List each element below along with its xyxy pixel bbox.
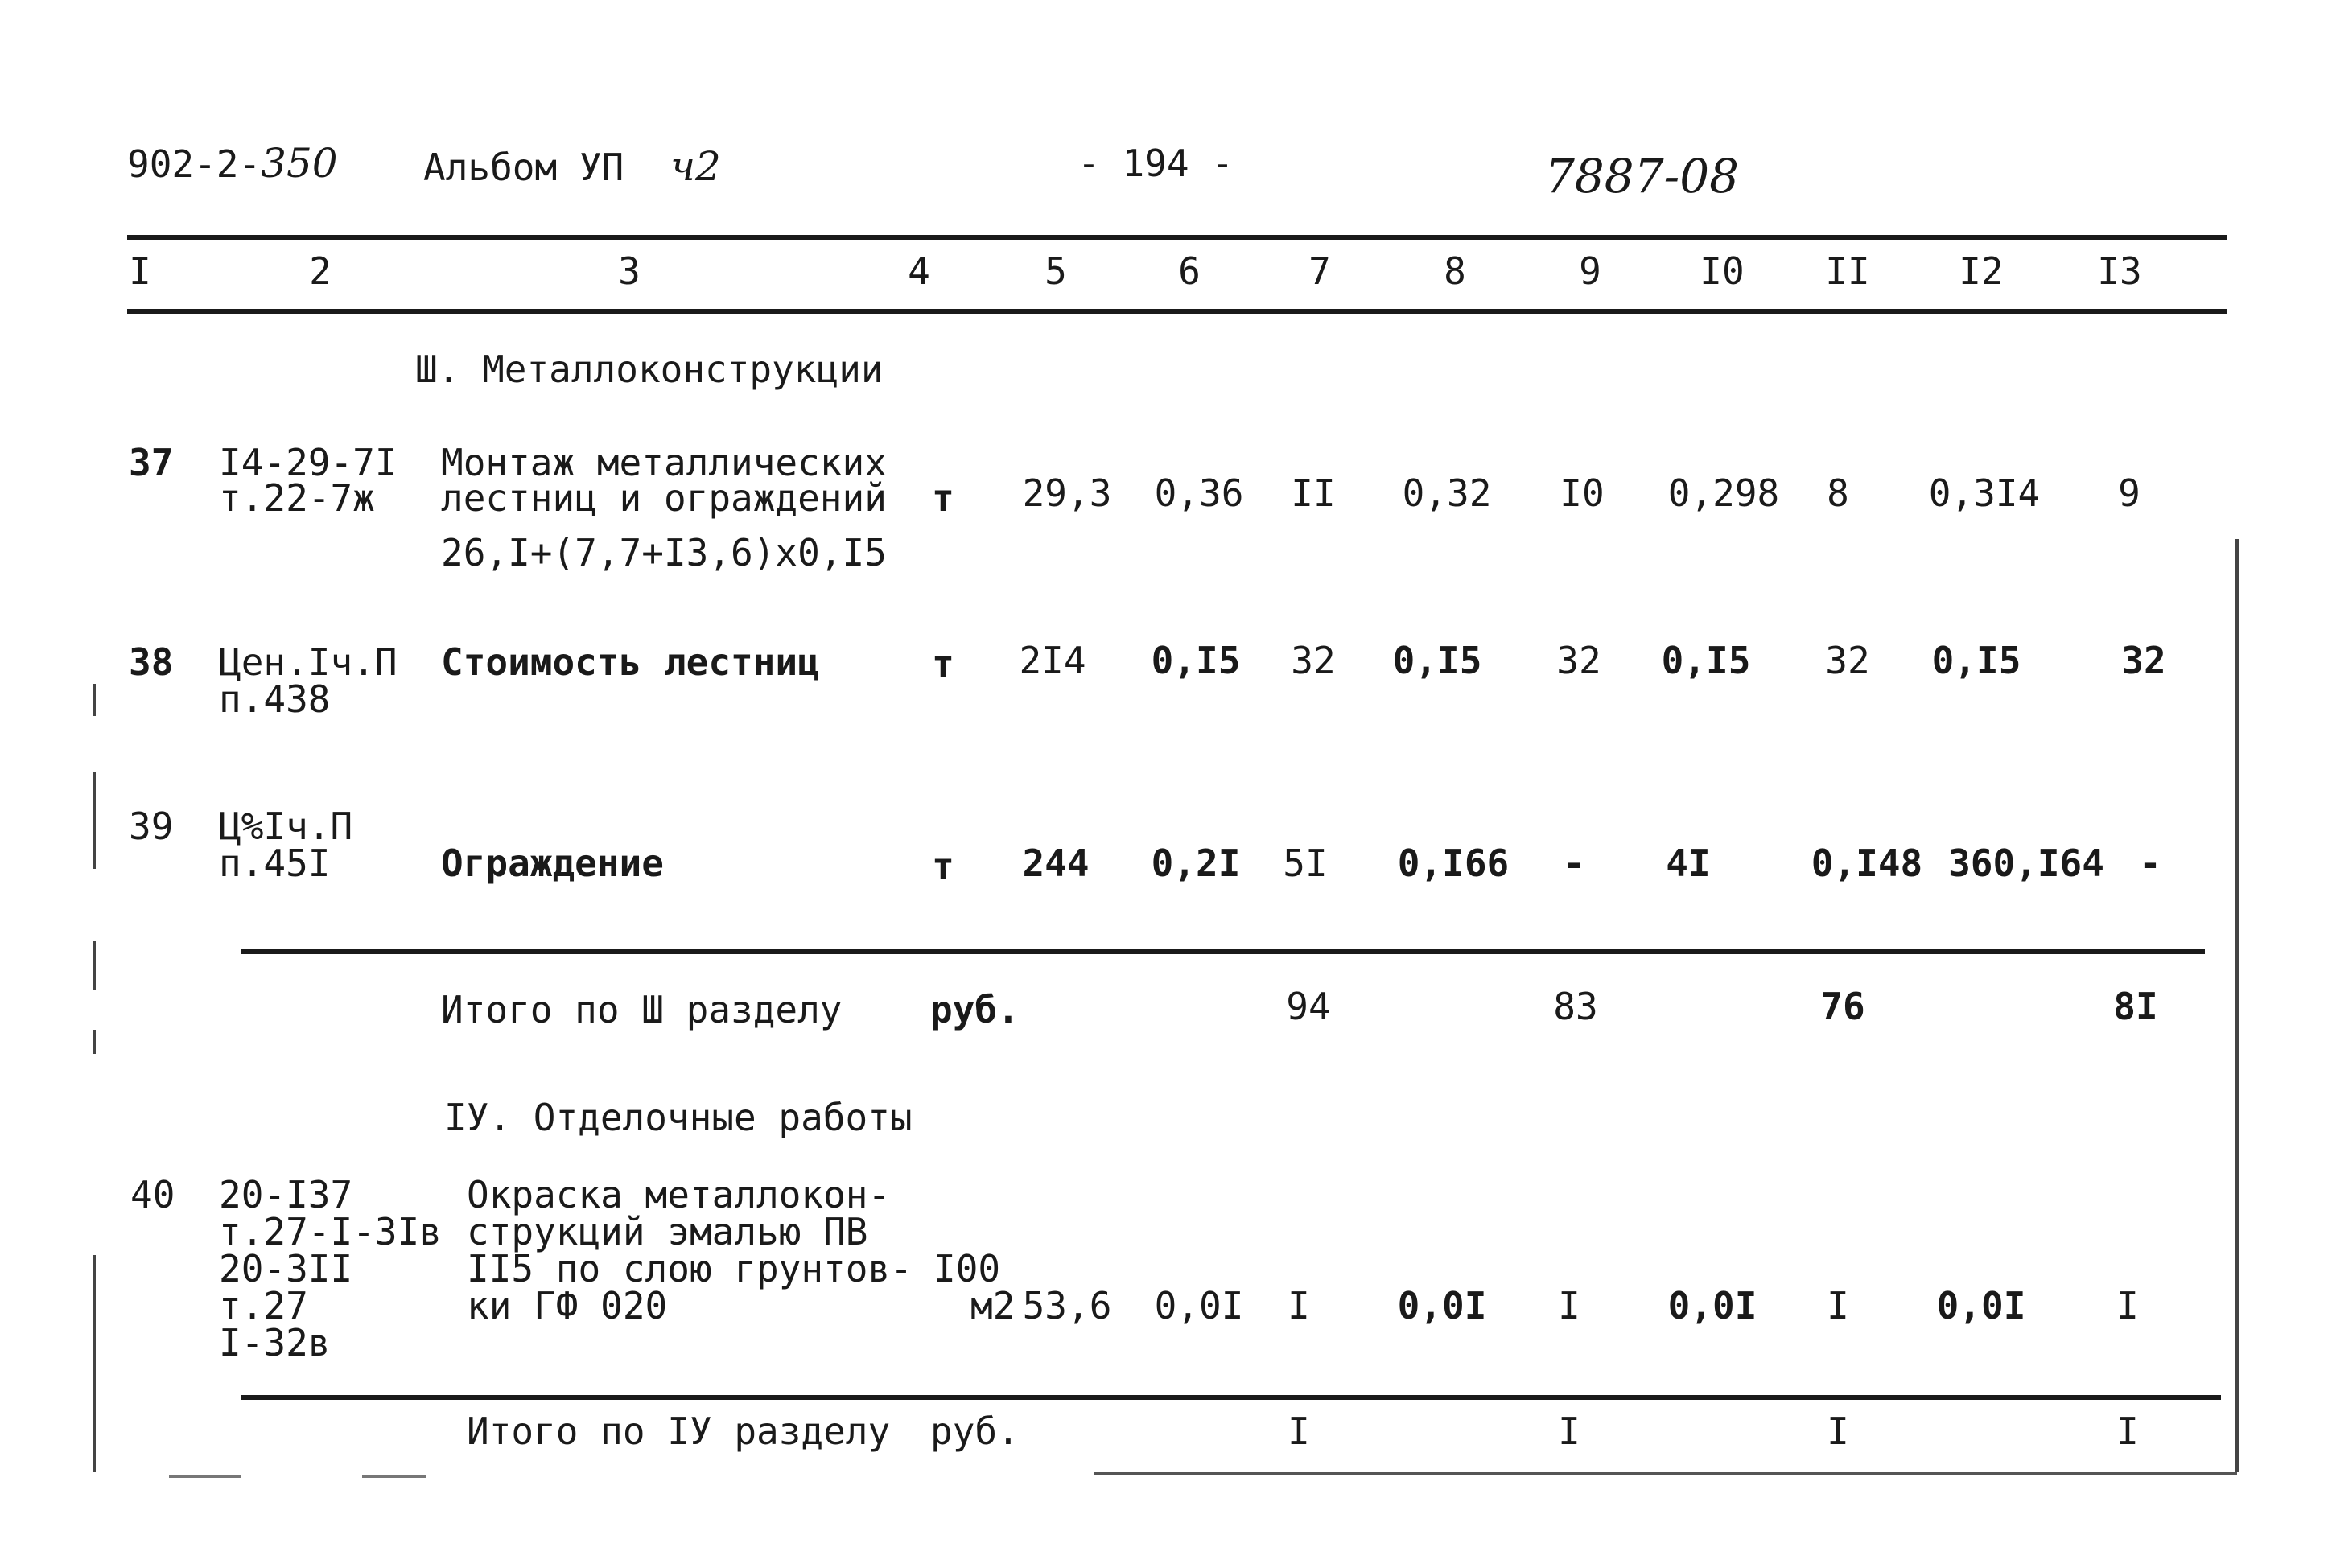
row-number: 37 xyxy=(129,441,174,484)
left-margin-mark xyxy=(93,1030,96,1054)
cell-col-5: 29,3 xyxy=(1022,471,1112,515)
left-margin-mark xyxy=(93,941,96,990)
row-number: 40 xyxy=(130,1173,175,1216)
col-header-3: 3 xyxy=(618,249,641,293)
total-col-9: I xyxy=(1558,1410,1580,1453)
row-code-line: п.45I xyxy=(219,842,331,885)
header-bottom-rule xyxy=(127,309,2227,314)
row-code-line: п.438 xyxy=(219,677,331,721)
total-unit: руб. xyxy=(930,1410,1020,1453)
col-header-6: 6 xyxy=(1178,249,1201,293)
left-margin-mark xyxy=(93,1255,96,1472)
total-label: Итого по IУ разделу xyxy=(467,1410,891,1453)
row-unit: т xyxy=(932,476,954,520)
cell-col-11: 32 xyxy=(1825,639,1870,682)
cell-col-6: 0,I5 xyxy=(1151,639,1241,682)
right-frame-line xyxy=(2235,539,2239,1472)
cell-col-12: 0,0I xyxy=(1936,1284,2026,1327)
cell-col-12: 360,I64 xyxy=(1948,842,2104,885)
total-col-7: I xyxy=(1288,1410,1310,1453)
col-header-5: 5 xyxy=(1045,249,1067,293)
row-description-line: Ограждение xyxy=(441,842,664,885)
cell-col-13: 9 xyxy=(2118,471,2141,515)
cell-col-10: 4I xyxy=(1666,842,1711,885)
cell-col-13: 32 xyxy=(2121,639,2166,682)
row-description-line: II5 по слою грунтов- xyxy=(467,1247,913,1290)
row-description-line: Стоимость лестниц xyxy=(441,640,820,684)
section-3-title: Ш. Металлоконструкции xyxy=(415,348,884,391)
cell-col-8: 0,0I xyxy=(1397,1284,1487,1327)
bottom-frame-line xyxy=(1094,1472,2237,1475)
album-handwritten: ч2 xyxy=(670,143,721,190)
page-number: - 194 - xyxy=(1077,142,1234,185)
cell-col-5: 53,6 xyxy=(1022,1284,1112,1327)
cell-col-9: 32 xyxy=(1556,639,1601,682)
row-code-line: Цен.Iч.П xyxy=(219,640,398,684)
col-header-13: I3 xyxy=(2097,249,2142,293)
row-description-line: ки ГФ 020 xyxy=(467,1284,668,1327)
total-col-11: 76 xyxy=(1820,985,1865,1028)
row-code-line: I-32в xyxy=(219,1321,331,1364)
cell-col-8: 0,I66 xyxy=(1397,842,1510,885)
cell-col-6: 0,36 xyxy=(1154,471,1244,515)
row-unit-line: I00 xyxy=(933,1247,1001,1290)
row-unit: т xyxy=(932,845,954,888)
album-print: Альбом УП xyxy=(423,146,624,189)
row-unit-line: м2 xyxy=(970,1284,1016,1327)
section-4-total-rule xyxy=(241,1395,2221,1400)
row-code-line: I4-29-7I xyxy=(219,441,398,484)
col-header-4: 4 xyxy=(908,249,930,293)
col-header-2: 2 xyxy=(309,249,332,293)
cell-col-8: 0,32 xyxy=(1402,471,1492,515)
col-header-7: 7 xyxy=(1308,249,1331,293)
cell-col-7: I xyxy=(1288,1284,1310,1327)
row-code-line: Ц%Iч.П xyxy=(219,805,353,848)
col-header-8: 8 xyxy=(1444,249,1466,293)
total-unit: руб. xyxy=(930,988,1020,1031)
cell-col-7: 32 xyxy=(1291,639,1336,682)
row-number: 39 xyxy=(129,805,174,848)
cell-col-10: 0,298 xyxy=(1667,471,1780,515)
doc-number-handwritten: 7887-08 xyxy=(1545,149,1740,204)
cell-col-9: I0 xyxy=(1560,471,1605,515)
header-top-rule xyxy=(127,235,2227,240)
row-description-line: Монтаж металлических xyxy=(441,441,887,484)
total-col-13: 8I xyxy=(2113,985,2158,1028)
doc-code xyxy=(127,140,338,187)
row-code-line: т.27 xyxy=(219,1284,308,1327)
row-code-line: т.27-I-3Iв xyxy=(219,1210,442,1253)
cell-col-5: 244 xyxy=(1022,842,1090,885)
section-3-total-rule xyxy=(241,949,2205,954)
total-col-13: I xyxy=(2116,1410,2139,1453)
cell-col-8: 0,I5 xyxy=(1392,639,1482,682)
cell-col-13: I xyxy=(2116,1284,2139,1327)
total-col-11: I xyxy=(1827,1410,1849,1453)
cell-col-7: 5I xyxy=(1283,842,1328,885)
bottom-frame-fragment xyxy=(362,1475,426,1478)
cell-col-10: 0,I5 xyxy=(1661,639,1751,682)
cell-col-12: 0,I5 xyxy=(1931,639,2021,682)
album-label xyxy=(423,143,721,190)
doc-code-handwritten: 350 xyxy=(261,140,338,187)
cell-col-10: 0,0I xyxy=(1667,1284,1757,1327)
cell-col-9: I xyxy=(1558,1284,1580,1327)
cell-col-6: 0,0I xyxy=(1154,1284,1244,1327)
row-number: 38 xyxy=(129,640,174,684)
cell-col-6: 0,2I xyxy=(1151,842,1241,885)
cell-col-9: - xyxy=(1563,842,1585,885)
cell-col-11: 0,I48 xyxy=(1811,842,1923,885)
cell-col-7: II xyxy=(1291,471,1336,515)
col-header-12: I2 xyxy=(1959,249,2004,293)
total-col-9: 83 xyxy=(1553,985,1598,1028)
row-description-line: струкций эмалью ПВ xyxy=(467,1210,868,1253)
col-header-1: I xyxy=(129,249,151,293)
row-code-line: 20-3II xyxy=(219,1247,353,1290)
total-col-7: 94 xyxy=(1286,985,1331,1028)
row-code-line: т.22-7ж xyxy=(219,476,375,520)
col-header-11: II xyxy=(1825,249,1870,293)
row-code-line: 20-I37 xyxy=(219,1173,353,1216)
bottom-frame-fragment xyxy=(169,1475,241,1478)
cell-col-13: - xyxy=(2139,842,2161,885)
cell-col-12: 0,3I4 xyxy=(1928,471,2041,515)
col-header-9: 9 xyxy=(1579,249,1601,293)
cell-col-5: 2I4 xyxy=(1019,639,1086,682)
col-header-10: I0 xyxy=(1700,249,1745,293)
section-4-title: IУ. Отделочные работы xyxy=(444,1096,913,1139)
cell-col-11: 8 xyxy=(1827,471,1849,515)
total-label: Итого по Ш разделу xyxy=(441,988,843,1031)
left-margin-mark xyxy=(93,684,96,716)
row-unit: т xyxy=(932,642,954,685)
row-description-line: лестниц и ограждений xyxy=(441,476,887,520)
row-description-line: Окраска металлокон- xyxy=(467,1173,891,1216)
left-margin-mark xyxy=(93,772,96,869)
row-description-line: 26,I+(7,7+I3,6)х0,I5 xyxy=(441,531,887,574)
cell-col-11: I xyxy=(1827,1284,1849,1327)
doc-code-print: 902-2- xyxy=(127,142,262,186)
